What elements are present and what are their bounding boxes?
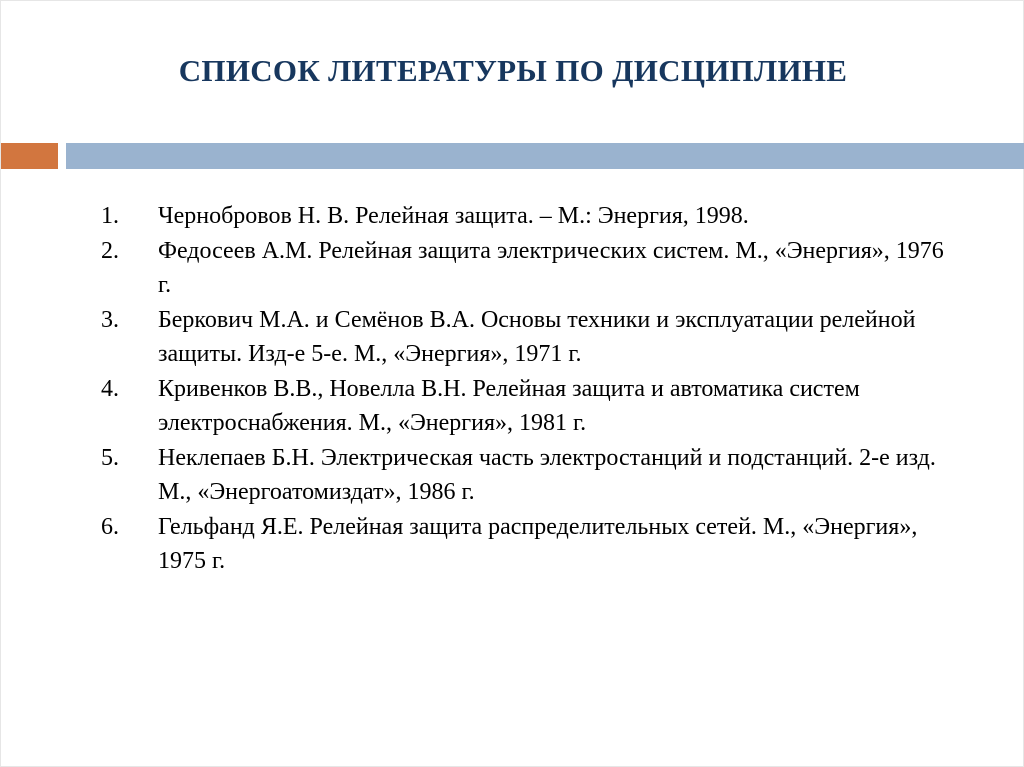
list-item-text: Неклепаев Б.Н. Электрическая часть электростанций и подстанций. 2-е изд. М., «Энергоатомиздат», 1986 г.: [158, 444, 936, 505]
list-item: [101, 303, 961, 372]
list-item-number: 3.: [101, 306, 119, 333]
reference-list: [101, 199, 961, 579]
accent-bar: [1, 143, 58, 169]
list-item-number: 5.: [101, 444, 119, 471]
list-item-number: 4.: [101, 375, 119, 402]
list-item-text: Кривенков В.В., Новелла В.Н. Релейная защита и автоматика систем электроснабжения. М., «Энергия», 1981 г.: [158, 375, 860, 436]
list-item-number: 6.: [101, 513, 119, 540]
slide-title: СПИСОК ЛИТЕРАТУРЫ ПО ДИСЦИПЛИНЕ: [178, 53, 848, 88]
list-item: [101, 372, 961, 441]
list-item: [101, 234, 961, 303]
title-divider-bar: [66, 143, 1024, 169]
list-item-text: Беркович М.А. и Семёнов В.А. Основы техники и эксплуатации релейной защиты. Изд-е 5-е. М., «Энергия», 1971 г.: [158, 306, 916, 367]
list-item-number: 1.: [101, 203, 119, 229]
list-item: [101, 510, 961, 579]
list-item: [101, 441, 961, 510]
list-item-text: Чернобровов Н. В. Релейная защита. – М.: Энергия, 1998.: [158, 203, 749, 229]
list-item-number: 2.: [101, 237, 119, 264]
list-item-text: Федосеев А.М. Релейная защита электрических систем. М., «Энергия», 1976 г.: [158, 237, 944, 298]
list-item-text: Гельфанд Я.Е. Релейная защита распределительных сетей. М., «Энергия», 1975 г.: [158, 513, 918, 574]
list-item: [101, 199, 961, 234]
